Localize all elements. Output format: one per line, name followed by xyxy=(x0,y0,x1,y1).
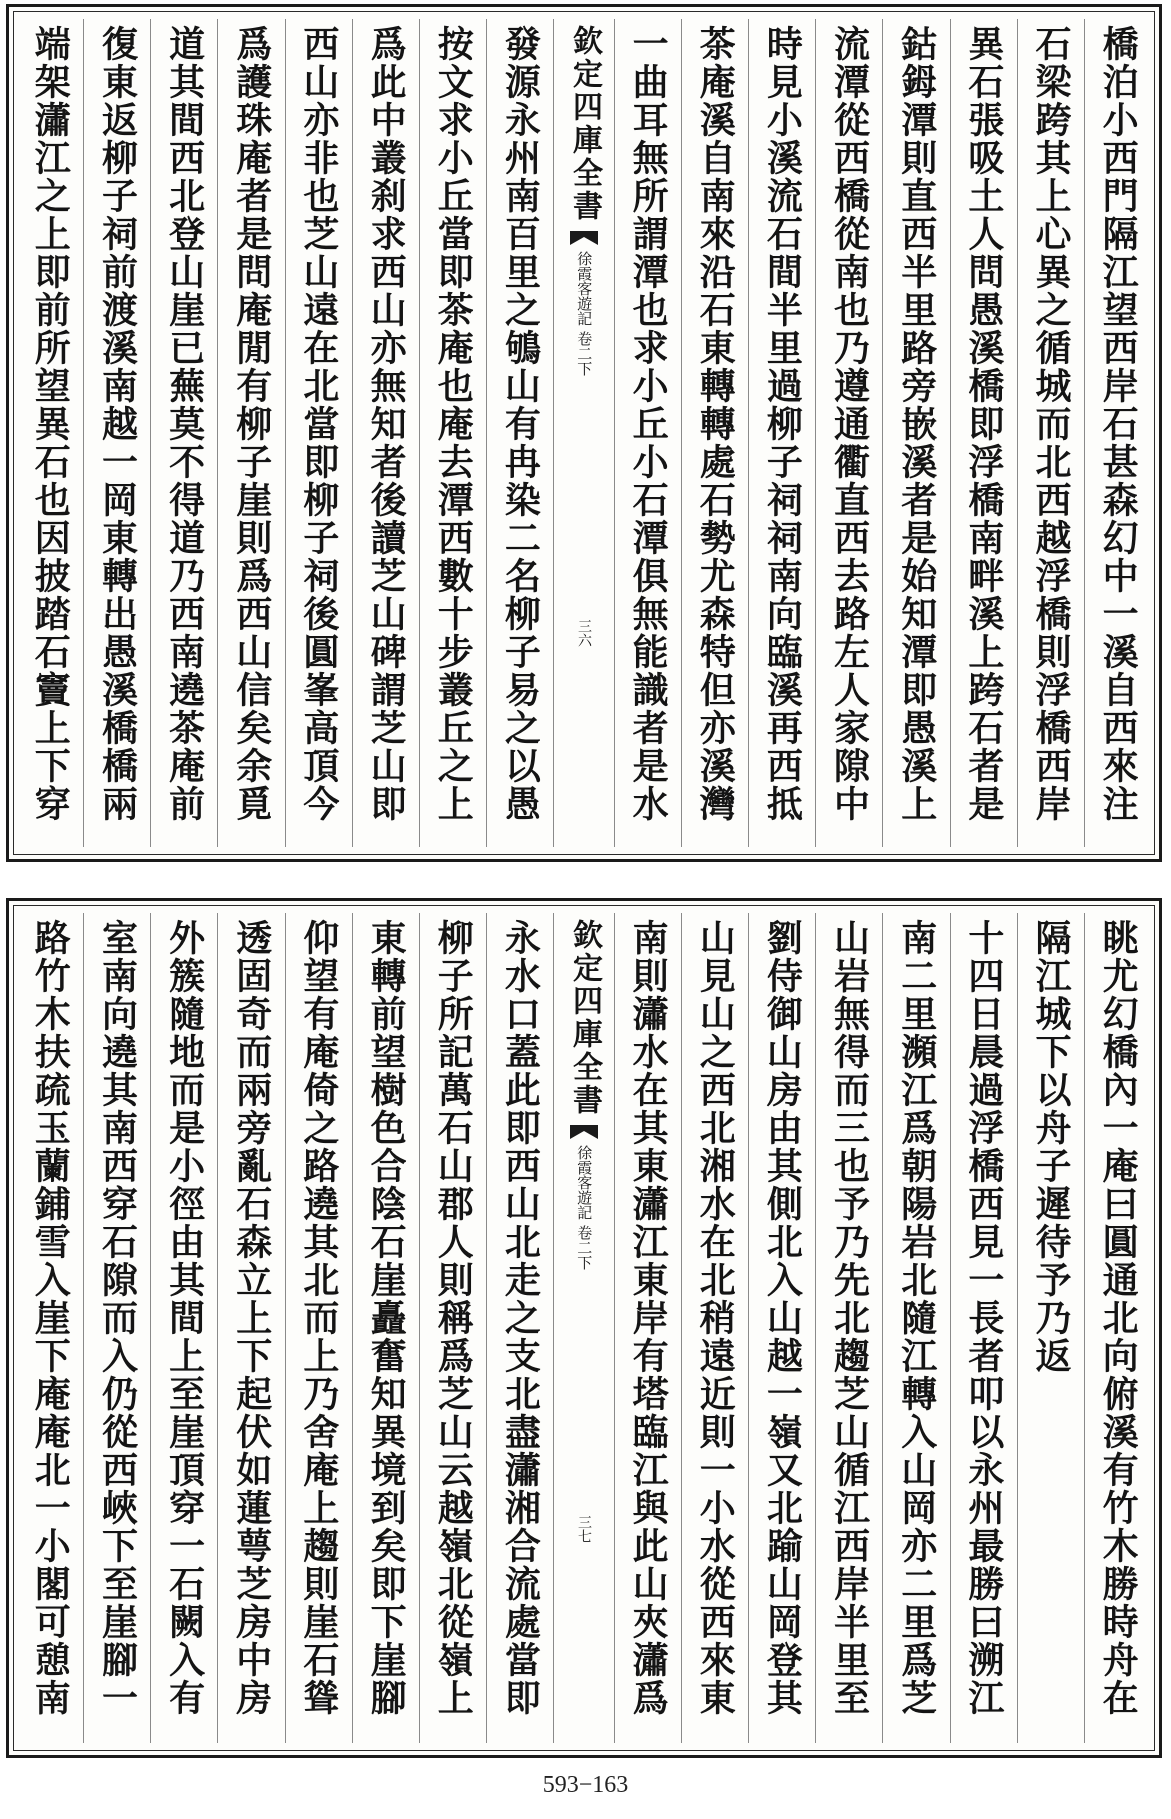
text-column: 山見山之西北湘水在北稍遠近則一小水從西來東 xyxy=(681,913,748,1743)
text-column: 鈷鉧潭則直西半里路旁嵌溪者是始知潭即愚溪上 xyxy=(882,19,949,847)
text-column: 爲護珠庵者是問庵閒有柳子崖則爲西山信矣余覓 xyxy=(217,19,284,847)
center-fold-column xyxy=(553,19,614,847)
text-column: 十四日晨過浮橋西見一長者叩以永州最勝曰溯江 xyxy=(950,913,1017,1743)
upper-page xyxy=(6,4,1162,862)
text-column: 外簇隨地而是小徑由其間上至崖頂穿一石闕入有 xyxy=(150,913,217,1743)
text-column: 劉侍御山房由其側北入山越一嶺又北踰山岡登其 xyxy=(748,913,815,1743)
text-column: 路竹木扶疏玉蘭鋪雪入崖下庵庵北一小閣可憩南 xyxy=(29,919,72,1717)
text-column: 仰望有庵倚之路遶其北而上乃舍庵上趨則崖石聳 xyxy=(285,913,352,1743)
text-column: 永水口蓋此即西山北走之支北盡瀟湘合流處當即 xyxy=(486,913,553,1743)
book-title: 欽定四庫全書 xyxy=(566,919,602,1117)
volume-note: 徐霞客遊記 卷二下 xyxy=(575,251,594,376)
text-column: 眺尤幻橋內一庵曰圓通北向俯溪有竹木勝時舟在 xyxy=(1084,913,1151,1743)
text-column: 按文求小丘當即茶庵也庵去潭西數十步叢丘之上 xyxy=(419,19,486,847)
upper-columns xyxy=(17,19,1151,847)
text-column: 一曲耳無所謂潭也求小丘小石潭俱無能識者是水 xyxy=(614,19,681,847)
text-column: 復東返柳子祠前渡溪南越一岡東轉出愚溪橋橋兩 xyxy=(83,19,150,847)
text-column: 端架瀟江之上即前所望異石也因披踏石竇上下穿 xyxy=(29,25,72,823)
center-fold-column xyxy=(553,913,614,1743)
text-column: 茶庵溪自南來沿石東轉轉處石勢尤森特但亦溪灣 xyxy=(681,19,748,847)
text-column: 時見小溪流石間半里過柳子祠祠南向臨溪再西抵 xyxy=(748,19,815,847)
lower-columns xyxy=(17,913,1151,1743)
fishtail-mark-icon xyxy=(570,231,598,245)
text-column: 西山亦非也芝山遠在北當即柳子祠後圓峯高頂今 xyxy=(285,19,352,847)
text-column: 爲此中叢刹求西山亦無知者後讀芝山碑謂芝山即 xyxy=(352,19,419,847)
fishtail-mark-icon xyxy=(570,1125,598,1139)
text-column: 橋泊小西門隔江望西岸石甚森幻中一溪自西來注 xyxy=(1084,19,1151,847)
text-column: 石梁跨其上心異之循城而北西越浮橋則浮橋西岸 xyxy=(1017,19,1084,847)
text-column: 東轉前望樹色合陰石崖矗奮知異境到矣即下崖腳 xyxy=(352,913,419,1743)
volume-note: 徐霞客遊記 卷二下 xyxy=(575,1145,594,1270)
text-column: 流潭從西橋從南也乃遵通衢直西去路左人家隙中 xyxy=(815,19,882,847)
text-column: 柳子所記萬石山郡人則稱爲芝山云越嶺北從嶺上 xyxy=(419,913,486,1743)
folio-number: 三七 xyxy=(575,1515,592,1543)
text-column: 異石張吸土人問愚溪橋即浮橋南畔溪上跨石者是 xyxy=(950,19,1017,847)
text-column: 南則瀟水在其東瀟江東岸有塔臨江與此山夾瀟爲 xyxy=(614,913,681,1743)
text-column: 南二里瀕江爲朝陽岩北隨江轉入山岡亦二里爲芝 xyxy=(882,913,949,1743)
text-column: 透固奇而兩旁亂石森立上下起伏如蓮萼芝房中房 xyxy=(217,913,284,1743)
page-number: 593−163 xyxy=(542,1772,629,1798)
text-column: 室南向遶其南西穿石隙而入仍從西峽下至崖腳一 xyxy=(83,913,150,1743)
text-column: 山岩無得而三也予乃先北趨芝山循江西岸半里至 xyxy=(815,913,882,1743)
text-column: 隔江城下以舟子遲待予乃返 xyxy=(1017,913,1084,1743)
book-title: 欽定四庫全書 xyxy=(566,25,602,223)
text-column: 道其間西北登山崖已蕪莫不得道乃西南遶茶庵前 xyxy=(150,19,217,847)
folio-number: 三六 xyxy=(575,619,592,647)
lower-page xyxy=(6,898,1162,1758)
text-column: 發源永州南百里之鴝山有冉染二名柳子易之以愚 xyxy=(486,19,553,847)
